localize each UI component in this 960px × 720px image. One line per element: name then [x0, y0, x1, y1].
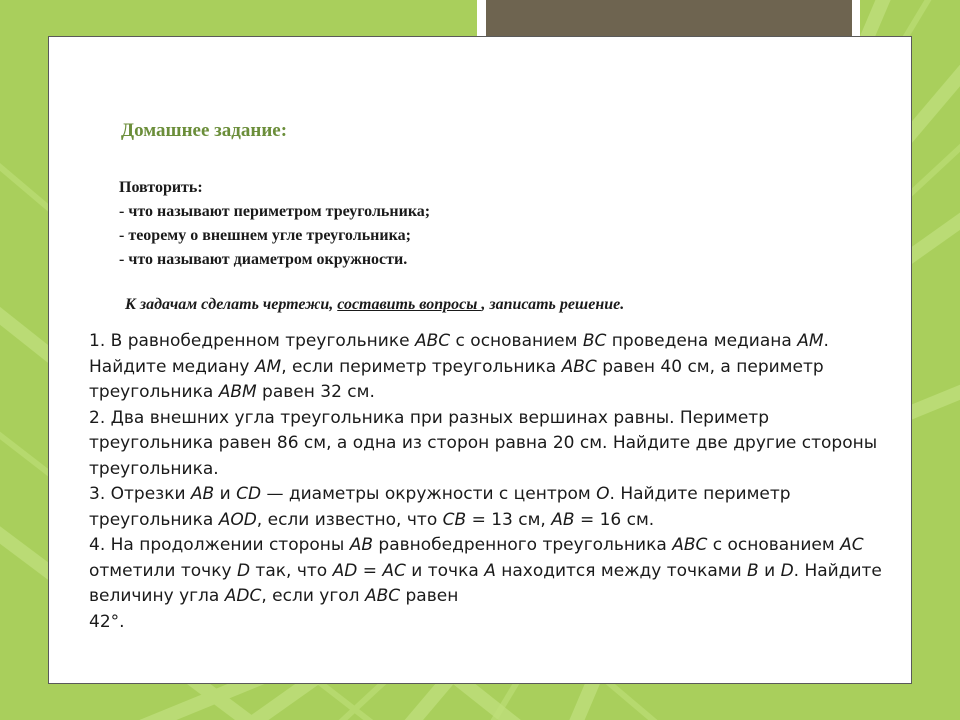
task-3: 3. Отрезки AB и CD — диаметры окружности с центром O. Найдите периметр треугольника AOD, если известно, что CB = 13 см, AB = 16 см.	[89, 484, 791, 530]
repeat-list	[119, 176, 430, 272]
slide-content-area	[48, 36, 912, 684]
homework-title: Домашнее задание:	[121, 120, 288, 141]
instruction-text-end: , записать решение.	[481, 296, 625, 313]
task-list	[89, 329, 889, 635]
task-1: 1. В равнобедренном треугольнике ABC с основанием BC проведена медиана AM. Найдите медиану AM, если периметр треугольника ABC равен 40 см, а периметр треугольника ABM равен 32 см.	[89, 331, 829, 402]
repeat-item: - теорему о внешнем угле треугольника;	[119, 227, 411, 244]
task-4: 4. На продолжении стороны AB равнобедренного треугольника ABC с основанием AC отметили точку D так, что AD = AC и точка A находится между точками B и D. Найдите величину угла ADC, если угол ABC равен 42°.	[89, 535, 882, 632]
instruction-line	[125, 296, 624, 314]
repeat-item: - что называют периметром треугольника;	[119, 203, 431, 220]
instruction-text: К задачам сделать чертежи,	[125, 296, 338, 313]
repeat-heading: Повторить:	[119, 179, 203, 196]
task-2: 2. Два внешних угла треугольника при разных вершинах равны. Периметр треугольника равен 86 см, а одна из сторон равна 20 см. Найдите две другие стороны треугольника.	[89, 407, 878, 479]
instruction-link[interactable]: составить вопросы	[337, 296, 482, 313]
repeat-item: - что называют диаметром окружности.	[119, 251, 408, 268]
